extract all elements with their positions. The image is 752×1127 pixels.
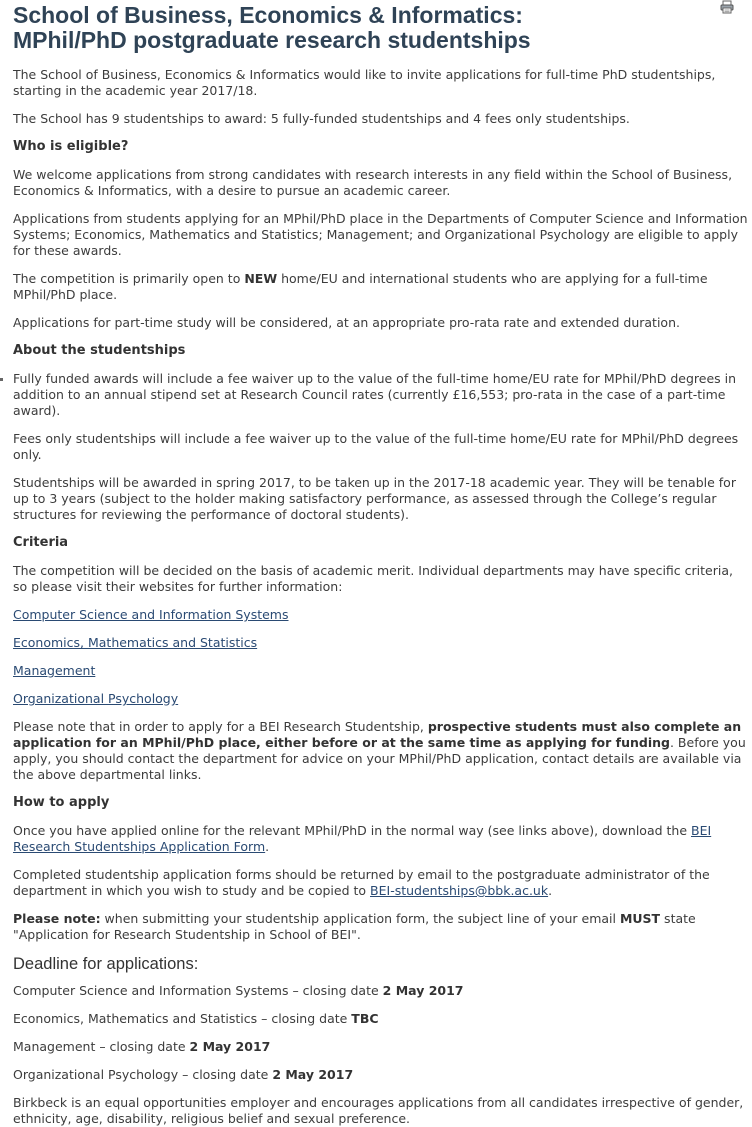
apply-p3-bold1: Please note: (13, 911, 101, 926)
eligible-heading: Who is eligible? (13, 139, 129, 154)
criteria-heading: Criteria (13, 535, 69, 550)
page-title (13, 0, 752, 53)
link-computer-science[interactable]: Computer Science and Information Systems (13, 607, 289, 622)
eligible-p3-pre: The competition is primarily open to (13, 271, 245, 286)
deadline-item (13, 1067, 752, 1083)
about-heading: About the studentships (13, 343, 186, 358)
apply-paragraph-2 (13, 867, 752, 899)
eligible-paragraph-3 (13, 271, 752, 303)
deadline-date: 2 May 2017 (189, 1039, 271, 1054)
deadline-date: TBC (351, 1011, 379, 1026)
apply-p2-pre: Completed studentship application forms should be returned by email to the postgraduate administrator of the department in which you wish to study and be copied to (13, 867, 710, 898)
department-links (13, 607, 752, 707)
application-form-link[interactable]: BEI Research Studentships Application Form (13, 823, 712, 854)
apply-heading: How to apply (13, 795, 110, 810)
eligible-paragraph-4: Applications for part-time study will be considered, at an appropriate pro-rata rate and extended duration. (13, 315, 680, 330)
deadline-date: 2 May 2017 (382, 983, 464, 998)
criteria-paragraph: The competition will be decided on the basis of academic merit. Individual departments may have specific criteria, so please visit their websites for further information: (13, 563, 733, 594)
apply-p1-pre: Once you have applied online for the relevant MPhil/PhD in the normal way (see links above), download the (13, 823, 692, 838)
apply-p2-post: . (548, 883, 553, 898)
intro-paragraph-1: The School of Business, Economics & Informatics would like to invite applications for full-time PhD studentships, starting in the academic year 2017/18. (13, 67, 716, 98)
deadline-dept: Management – closing date (13, 1039, 190, 1054)
deadline-item (13, 1039, 752, 1055)
deadline-date: 2 May 2017 (272, 1067, 354, 1082)
criteria-note-post: . Before you apply, you should contact the department for advice on your MPhil/PhD application, contact details are available via the above departmental links. (13, 735, 746, 782)
criteria-note (13, 719, 752, 783)
deadline-item (13, 983, 752, 999)
deadline-item (13, 1011, 752, 1027)
apply-p3-post: state "Application for Research Studentship in School of BEI". (13, 911, 696, 942)
deadline-dept: Computer Science and Information Systems – closing date (13, 983, 383, 998)
deadline-heading: Deadline for applications: (13, 955, 199, 973)
page-title-line2: MPhil/PhD postgraduate research studentships (13, 27, 531, 53)
link-management[interactable]: Management (13, 663, 96, 678)
deadline-dept: Economics, Mathematics and Statistics – closing date (13, 1011, 352, 1026)
link-economics[interactable]: Economics, Mathematics and Statistics (13, 635, 258, 650)
apply-p3-mid: when submitting your studentship application form, the subject line of your email (100, 911, 620, 926)
eligible-paragraph-2: Applications from students applying for an MPhil/PhD place in the Departments of Computer Science and Information Systems; Economics, Mathematics and Statistics; Management; and Organizational Psychology are eligible to apply for these awards. (13, 211, 748, 258)
apply-paragraph-1 (13, 823, 752, 855)
about-paragraph-2: Fees only studentships will include a fee waiver up to the value of the full-time home/EU rate for MPhil/PhD degrees only. (13, 431, 739, 462)
apply-p1-post: . (265, 839, 270, 854)
eligible-p3-bold: NEW (244, 271, 278, 286)
intro-paragraph-2: The School has 9 studentships to award: 5 fully-funded studentships and 4 fees only studentships. (13, 111, 630, 126)
about-paragraph-1: Fully funded awards will include a fee waiver up to the value of the full-time home/EU rate for MPhil/PhD degrees in addition to an annual stipend set at Research Council rates (currently £16,553; pro-rata in the case of a part-time award). (13, 371, 737, 418)
printer-icon[interactable] (720, 0, 734, 14)
apply-paragraph-3 (13, 911, 752, 943)
margin-marker (0, 378, 3, 381)
page-title-line1: School of Business, Economics & Informatics: (13, 2, 523, 28)
equal-opportunities-note: Birkbeck is an equal opportunities employer and encourages applications from all candidates irrespective of gender, ethnicity, age, disability, religious belief and sexual preference. (13, 1095, 744, 1126)
about-paragraph-3: Studentships will be awarded in spring 2017, to be taken up in the 2017-18 academic year. They will be tenable for up to 3 years (subject to the holder making satisfactory performance, as assessed through the College’s regular structures for reviewing the performance of doctoral students). (13, 475, 736, 522)
studentships-email-link[interactable]: BEI-studentships@bbk.ac.uk (370, 883, 549, 898)
apply-p3-bold2: MUST (619, 911, 661, 926)
criteria-note-bold: prospective students must also complete an application for an MPhil/PhD place, either before or at the same time as applying for funding (13, 719, 742, 750)
link-organizational-psychology[interactable]: Organizational Psychology (13, 691, 179, 706)
eligible-paragraph-1: We welcome applications from strong candidates with research interests in any field within the School of Business, Economics & Informatics, with a desire to pursue an academic career. (13, 167, 733, 198)
deadline-dept: Organizational Psychology – closing date (13, 1067, 273, 1082)
eligible-p3-post: home/EU and international students who are applying for a full-time MPhil/PhD place. (13, 271, 708, 302)
criteria-note-pre: Please note that in order to apply for a BEI Research Studentship, (13, 719, 428, 734)
